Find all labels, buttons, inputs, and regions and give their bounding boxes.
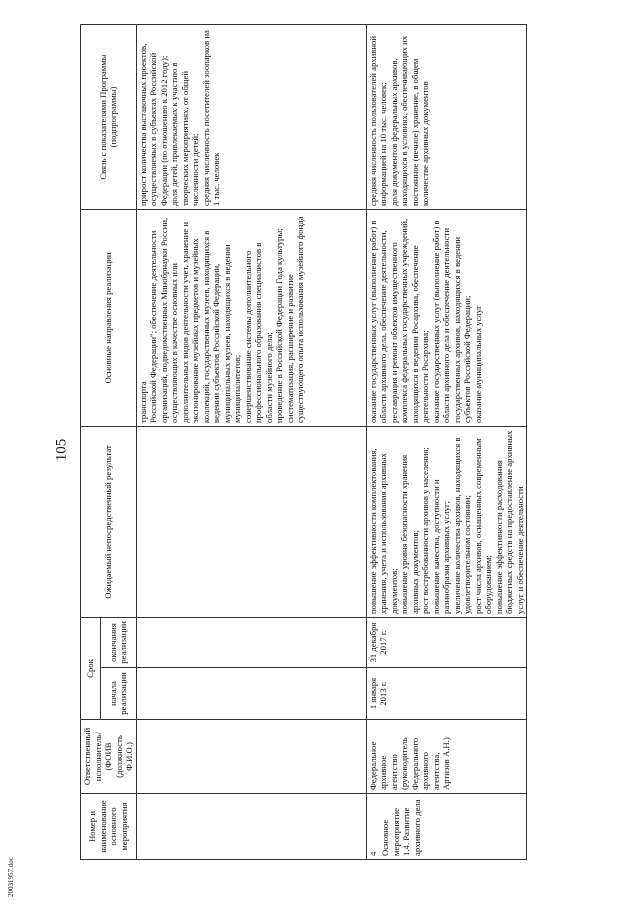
- text-line: совершенствование системы дополнительного профессионального образования специалистов в области музейного дела;: [242, 242, 274, 423]
- table-row: [366, 24, 527, 859]
- cell-start: [136, 668, 366, 720]
- header-result: Ожидаемый непосредственный результат: [81, 426, 137, 617]
- row-number: 4: [367, 851, 378, 856]
- cell-link: [136, 24, 366, 209]
- text-line: оказание государственных услуг (выполнение работ) в области архивного дела и обеспечение деятельности государственных архивов, находящихся в ведении субъектов Российской Федерации;: [430, 220, 472, 423]
- table-row: [136, 24, 366, 859]
- text-line: повышение эффективности расходования бюджетных средств на предоставление архивных услуг и обеспечение деятельности: [493, 430, 525, 614]
- header-term-start: начала реализации: [100, 668, 136, 720]
- cell-link: [366, 24, 527, 209]
- text-line: оказание государственных услуг (выполнение работ) в области архивного дела, обеспечение деятельности, реставрация и ремонт объектов имущественного комплекса федеральных государственных учреждений, находящихся в ведении Росархива, обеспечение деятельности Росархива;: [367, 218, 430, 423]
- text-line: повышение качества, доступности и разнообразия архивных услуг;: [430, 479, 451, 614]
- program-table: [80, 24, 527, 860]
- cell-end: [136, 617, 366, 667]
- footer-filename: 20031957.doc: [7, 857, 15, 897]
- text-line: проведение в Российской Федерации Года культуры;: [274, 228, 284, 423]
- text-line: Российской Федерации"; обеспечение деятельности организаций, подведомственных Минобрнауки России, осуществляющих в качестве основных или дополнительных видов деятельности учет, хранение и экспонирование музейных предметов и музейных коллекций, государственных музеев, находящихся в ведении субъектов Российской Федерации, муниципальных музеев, находящихся в ведении муниципалитетов;: [148, 217, 242, 423]
- text-line: рост востребованности архивов у населения;: [420, 447, 430, 614]
- text-line: увеличение количества архивов, находящихся в удовлетворительном состоянии;: [451, 437, 472, 614]
- text-line: транспорта: [137, 381, 148, 423]
- cell-num-name: [136, 794, 366, 860]
- header-link: Связь с показателями Программы (подпрограммы): [81, 24, 137, 209]
- header-num-name: Номер и наименование основного мероприятия: [81, 794, 137, 860]
- table-header: [81, 24, 137, 859]
- header-term-end: окончания реализации: [100, 617, 136, 667]
- text-line: доля детей, привлекаемых к участию в творческих мероприятиях, от общей численности детей;: [169, 62, 200, 206]
- cell-result: [136, 426, 366, 617]
- cell-directions: [366, 209, 527, 426]
- cell-responsible: Федеральное архивное агентство (руководитель Федерального архивного агентства, Артизов А.Н.): [366, 720, 527, 794]
- text-line: средняя численность пользователей архивной информацией на 10 тыс. человек;: [367, 35, 388, 206]
- cell-end: 31 декабря 2017 г.: [366, 617, 527, 667]
- cell-num-name: [366, 794, 527, 860]
- cell-directions: [136, 209, 366, 426]
- cell-responsible: [136, 720, 366, 794]
- header-term: Срок: [81, 617, 101, 719]
- header-responsible: Ответственный исполнитель/ (ФОИВ (должность Ф.И.О.): [81, 720, 137, 794]
- text-line: прирост количества выставочных проектов, осуществляемых в субъектах Российской Федерации (по отношению к 2012 году);: [137, 43, 169, 206]
- text-line: доля документов федеральных архивов, находящихся в условиях, обеспечивающих их постоянное (вечное) хранение, в общем количестве архивных документов: [388, 35, 430, 206]
- text-line: систематизация, расширение и развитие существующего опыта использования музейного фонда: [284, 216, 305, 423]
- page-number: 105: [53, 438, 70, 462]
- text-line: повышение эффективности комплектования, хранения, учета и использования архивных документов;: [367, 448, 399, 614]
- text-line: повышение уровня безопасности хранения архивных документов;: [399, 454, 420, 614]
- cell-result: [366, 426, 527, 617]
- rotated-page: [80, 25, 610, 860]
- text-line: рост числа архивов, оснащенных современным оборудованием;: [472, 438, 493, 614]
- cell-start: 1 января 2013 г.: [366, 668, 527, 720]
- text-line: средняя численность посетителей зоопарков на 1 тыс. человек: [200, 30, 221, 206]
- text-line: оказание муниципальных услуг: [472, 305, 483, 423]
- header-directions: Основные направления реализации: [81, 209, 137, 426]
- activity-name: Основное мероприятие 1.4. Развитие архивного дела: [380, 799, 422, 856]
